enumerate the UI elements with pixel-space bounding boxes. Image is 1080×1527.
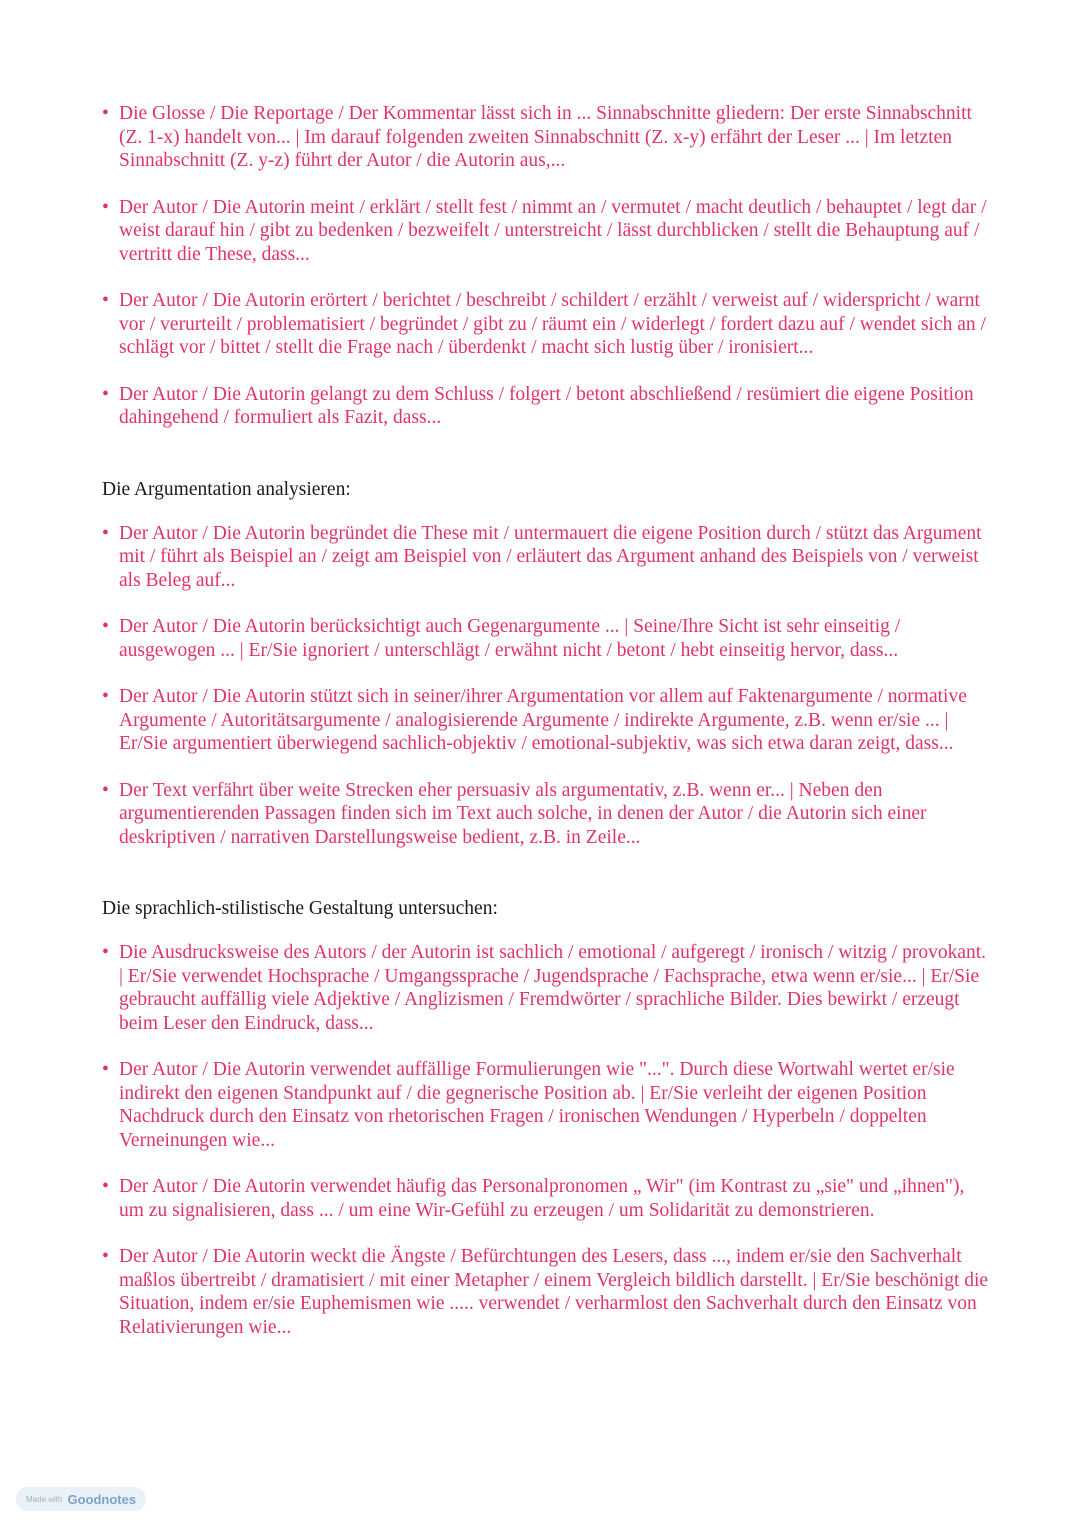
list-item bbox=[102, 1058, 992, 1152]
list-item bbox=[102, 289, 992, 360]
bullet-icon: • bbox=[102, 1246, 109, 1267]
badge-made-with-label: Made with bbox=[26, 1494, 63, 1504]
bullet-icon: • bbox=[102, 616, 109, 637]
list-item bbox=[102, 615, 992, 662]
list-item-text: Der Autor / Die Autorin verwendet auffällige Formulierungen wie "...". Durch diese Wortwahl wertet er/sie indirekt den eigenen Standpunkt auf / die gegnerische Position ab. | Er/Sie verleiht der eigenen Position Nachdruck durch den Einsatz von rhetorischen Fragen / ironischen Wendungen / Hyperbeln / doppelten Verneinungen wie... bbox=[119, 1059, 955, 1151]
list-item-text: Die Glosse / Die Reportage / Der Kommentar lässt sich in ... Sinnabschnitte gliedern: Der erste Sinnabschnitt (Z. 1-x) handelt von... | Im darauf folgenden zweiten Sinnabschnitt (Z. x-y) erfährt der Leser ... | Im letzten Sinnabschnitt (Z. y-z) führt der Autor / die Autorin aus,... bbox=[119, 103, 972, 171]
bullet-icon: • bbox=[102, 103, 109, 124]
list-item-text: Der Text verfährt über weite Strecken eher persuasiv als argumentativ, z.B. wenn er... | Neben den argumentierenden Passagen finden sich im Text auch solche, in denen der Autor / die Autorin sich einer deskriptiven / narrativen Darstellungsweise bedient, z.B. in Zeile... bbox=[119, 779, 927, 848]
bullet-icon: • bbox=[102, 779, 109, 801]
bullet-icon: • bbox=[102, 686, 109, 707]
list-item bbox=[102, 383, 992, 430]
bullet-icon: • bbox=[102, 1059, 109, 1080]
list-item-text: Der Autor / Die Autorin weckt die Ängste / Befürchtungen des Lesers, dass ..., indem er/sie den Sachverhalt maßlos übertreibt / dramatisiert / mit einer Metapher / einem Vergleich bildlich darstellt. | Er/Sie beschönigt die Situation, indem er/sie Euphemismen wie ..... verwendet / verharmlost den Sachverhalt durch den Einsatz von Relativierungen wie... bbox=[119, 1246, 989, 1338]
list-item-text: Der Autor / Die Autorin erörtert / berichtet / beschreibt / schildert / erzählt / verweist auf / widerspricht / warnt vor / verurteilt / problematisiert / begründet / gibt zu / räumt ein / widerlegt / fordert dazu auf / wendet sich an / schlägt vor / bittet / stellt die Frage nach / überdenkt / macht sich lustig über / ironisiert... bbox=[119, 290, 986, 358]
list-item bbox=[102, 196, 992, 267]
list-item bbox=[102, 1245, 992, 1339]
section-heading-style: Die sprachlich-stilistische Gestaltung untersuchen: bbox=[102, 898, 498, 919]
intro-bullet-list bbox=[102, 102, 992, 430]
list-item bbox=[102, 685, 992, 756]
list-item-text: Die Ausdrucksweise des Autors / der Autorin ist sachlich / emotional / aufgeregt / ironisch / witzig / provokant. | Er/Sie verwendet Hochsprache / Umgangssprache / Jugendsprache / Fachsprache, etwa wenn er/sie... | Er/Sie gebraucht auffällig viele Adjektive / Anglizismen / Fremdwörter / sprachliche Bilder. Dies bewirkt / erzeugt beim Leser den Eindruck, dass... bbox=[119, 942, 987, 1034]
bullet-icon: • bbox=[102, 522, 109, 544]
style-bullet-list bbox=[102, 941, 992, 1339]
argumentation-bullet-list bbox=[102, 522, 992, 850]
bullet-icon: • bbox=[102, 290, 109, 311]
made-with-goodnotes-badge bbox=[16, 1487, 146, 1511]
list-item bbox=[102, 522, 992, 593]
list-item bbox=[102, 102, 992, 173]
list-item-text: Der Autor / Die Autorin stützt sich in seiner/ihrer Argumentation vor allem auf Faktenargumente / normative Argumente / Autoritätsargumente / analogisierende Argumente / indirekte Argumente, z.B. wenn er/sie ... | Er/Sie argumentiert überwiegend sachlich-objektiv / emotional-subjektiv, was sich etwa daran zeigt, dass... bbox=[119, 686, 967, 754]
section-heading-argumentation: Die Argumentation analysieren: bbox=[102, 478, 351, 500]
list-item-text: Der Autor / Die Autorin berücksichtigt auch Gegenargumente ... | Seine/Ihre Sicht ist sehr einseitig / ausgewogen ... | Er/Sie ignoriert / unterschlägt / erwähnt nicht / betont / hebt einseitig hervor, dass... bbox=[119, 616, 901, 661]
list-item-text: Der Autor / Die Autorin gelangt zu dem Schluss / folgert / betont abschließend / resümiert die eigene Position dahingehend / formuliert als Fazit, dass... bbox=[119, 383, 974, 428]
list-item bbox=[102, 779, 992, 850]
badge-brand-label: Goodnotes bbox=[67, 1491, 137, 1507]
list-item bbox=[102, 941, 992, 1035]
bullet-icon: • bbox=[102, 1176, 109, 1197]
bullet-icon: • bbox=[102, 383, 109, 405]
list-item-text: Der Autor / Die Autorin meint / erklärt / stellt fest / nimmt an / vermutet / macht deutlich / behauptet / legt dar / weist darauf hin / gibt zu bedenken / bezweifelt / unterstreicht / lässt durchblicken / stellt die Behauptung auf / vertritt die These, dass... bbox=[119, 196, 987, 265]
bullet-icon: • bbox=[102, 942, 109, 963]
bullet-icon: • bbox=[102, 196, 109, 218]
list-item-text: Der Autor / Die Autorin verwendet häufig das Personalpronomen „ Wir" (im Kontrast zu „sie" und „ihnen"), um zu signalisieren, dass ... / um eine Wir-Gefühl zu erzeugen / um Solidarität zu demonstrieren. bbox=[119, 1176, 965, 1221]
document-content bbox=[102, 102, 992, 1362]
list-item bbox=[102, 1175, 992, 1222]
list-item-text: Der Autor / Die Autorin begründet die These mit / untermauert die eigene Position durch / stützt das Argument mit / führt als Beispiel an / zeigt am Beispiel von / erläutert das Argument anhand des Beispiels von / verweist als Beleg auf... bbox=[119, 522, 982, 591]
